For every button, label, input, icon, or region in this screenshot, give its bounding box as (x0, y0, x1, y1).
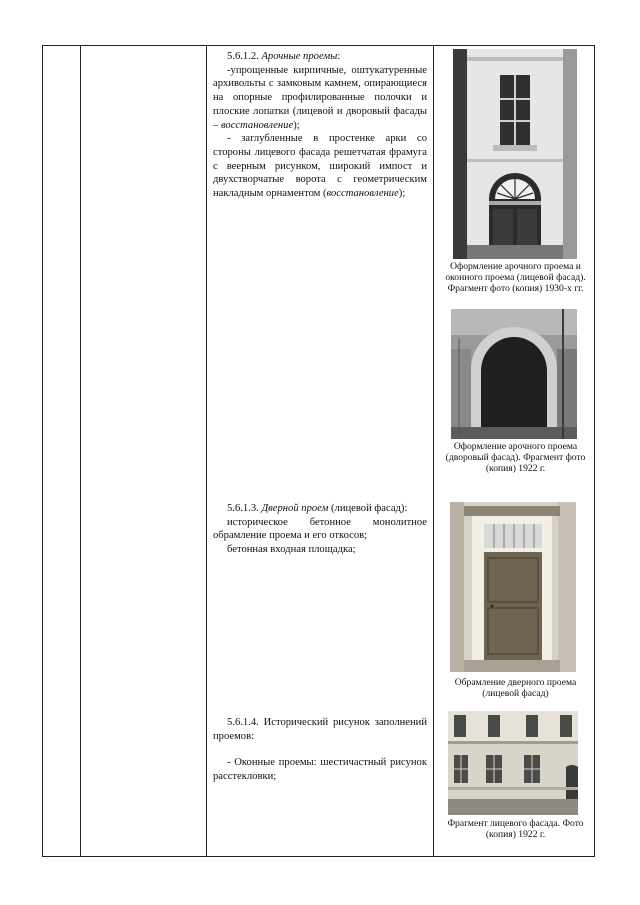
photo-door-frame (450, 502, 576, 672)
photo-arch-front (453, 49, 577, 259)
section-door-opening (213, 502, 427, 557)
section-historic-pattern (213, 716, 427, 784)
table-divider-1 (80, 45, 81, 857)
table-border-left (42, 45, 43, 857)
photo-caption: Оформление арочного проема и оконного проема (лицевой фасад). Фрагмент фото (копия) 1930-х гг. (445, 261, 586, 294)
table-border-top (42, 45, 595, 46)
photo-caption: Фрагмент лицевого фасада. Фото (копия) 1922 г. (447, 818, 584, 840)
section-heading: 5.6.1.2. Арочные проемы: (227, 51, 341, 62)
table-border-bottom (42, 856, 595, 857)
section-paragraph: бетонная входная площадка; (227, 544, 356, 556)
section-paragraph: историческое бетонное монолитное обрамление проема и его откосов; (213, 516, 427, 542)
table-divider-3 (433, 45, 434, 857)
section-paragraph: -упрощенные кирпичные, оштукатуренные архивольты с замковым камнем, опирающиеся на опорные профилированные полочки и плоские лопатки (лицевой и дворовый фасады – восстановление); (213, 64, 427, 131)
photo-caption: Оформление арочного проема (дворовый фасад). Фрагмент фото (копия) 1922 г. (445, 441, 586, 474)
table-divider-2 (206, 45, 207, 857)
table-border-right (594, 45, 595, 857)
photo-caption: Обрамление дверного проема (лицевой фасад) (454, 677, 577, 699)
section-arched-openings (213, 50, 427, 201)
section-paragraph: - Оконные проемы: шестичастный рисунок расстекловки; (213, 757, 427, 783)
section-heading: 5.6.1.3. Дверной проем (лицевой фасад): (227, 503, 408, 514)
section-paragraph: - заглубленные в простенке арки со стороны лицевого фасада решетчатая фрамуга с веерным рисунком, широкий импост и двухстворчатые ворота с геометрическим накладным орнаментом (восстановление); (213, 133, 427, 200)
photo-arch-courtyard (451, 309, 577, 439)
section-heading: 5.6.1.4. Исторический рисунок заполнений проемов: (213, 717, 427, 742)
photo-front-facade (448, 711, 578, 815)
